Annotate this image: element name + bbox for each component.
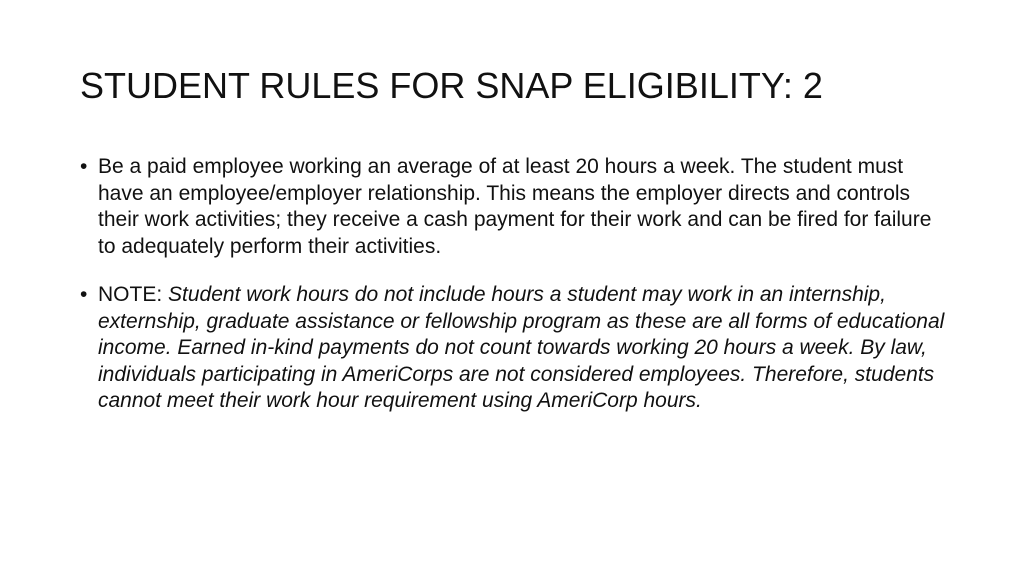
bullet-item-employee-requirement xyxy=(80,154,952,260)
note-label: NOTE: xyxy=(98,283,169,306)
bullet-item-note xyxy=(80,282,952,415)
bullet-list xyxy=(80,154,952,415)
bullet-text: Be a paid employee working an average of at least 20 hours a week. The student must have an employee/employer relationship. This means the employer directs and controls their work activities; they receive a cash payment for their work and can be fired for failure to adequately perform their activities. xyxy=(98,155,932,258)
bullet-icon: • xyxy=(80,155,88,178)
slide-title: STUDENT RULES FOR SNAP ELIGIBILITY: 2 xyxy=(80,65,823,106)
note-text: Student work hours do not include hours a student may work in an internship, externship, graduate assistance or fellowship program as these are all forms of educational income. Earned in-kind payments do not count towards working 20 hours a week. By law, individuals participating in AmeriCorps are not considered employees. Therefore, students cannot meet their work hour requirement using AmeriCorp hours. xyxy=(98,283,945,412)
bullet-icon: • xyxy=(80,283,88,306)
